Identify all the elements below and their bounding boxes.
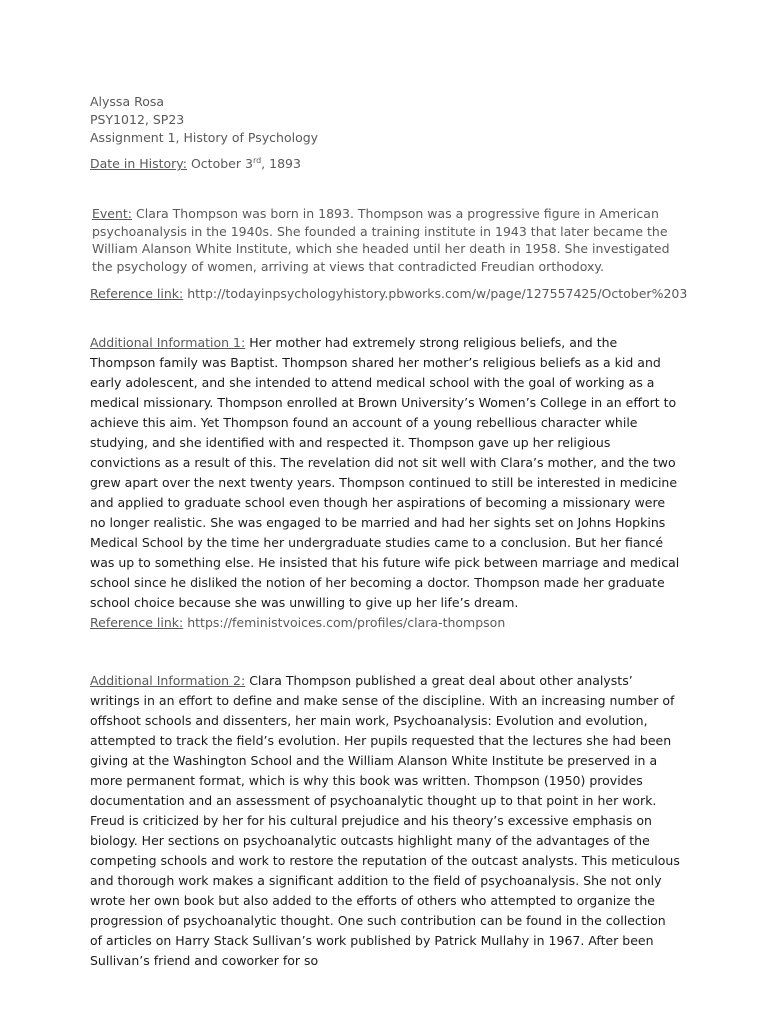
additional-info-1-text: Her mother had extremely strong religious beliefs, and the Thompson family was Baptist. Thompson shared her mother’s religious beliefs as a kid and early adolescent, and she intended to attend medical school with the goal of working as a medical missionary. Thompson enrolled at Brown University’s Women’s College in an effort to achieve this aim. Yet Thompson found an account of a young rebellious character while studying, and she identified with and respected it. Thompson gave up her religious convictions as a result of this. The revelation did not sit well with Clara’s mother, and the two grew apart over the next twenty years. Thompson continued to still be interested in medicine and applied to graduate school even though her aspirations of becoming a missionary were no longer realistic. She was engaged to be married and had her sights set on Johns Hopkins Medical School by the time her undergraduate studies came to a conclusion. But her fiancé was up to something else. He insisted that his future wife pick between marriage and medical school since he disliked the notion of her becoming a doctor. Thompson made her graduate school choice because she was unwilling to give up her life’s dream. (90, 335, 680, 610)
event-paragraph (90, 205, 680, 275)
author-name: Alyssa Rosa (90, 94, 165, 109)
additional-info-1-paragraph (90, 333, 680, 613)
assignment-title: Assignment 1, History of Psychology (90, 130, 319, 145)
reference-link-2-label: Reference link: (90, 615, 184, 630)
event-label: Event: (92, 206, 133, 221)
date-in-history-label: Date in History: (90, 156, 187, 171)
reference-link-1-url[interactable]: http://todayinpsychologyhistory.pbworks.com/w/page/127557425/October%203 (183, 286, 688, 301)
reference-link-2-url[interactable]: https://feministvoices.com/profiles/clara-thompson (183, 615, 506, 630)
additional-info-1-label: Additional Information 1: (90, 335, 246, 350)
date-in-history-suffix: rd (252, 155, 262, 165)
reference-link-1-label: Reference link: (90, 286, 184, 301)
additional-info-2-label: Additional Information 2: (90, 673, 246, 688)
reference-link-2 (90, 613, 680, 633)
additional-info-2-text: Clara Thompson published a great deal about other analysts’ writings in an effort to define and make sense of the discipline. With an increasing number of offshoot schools and dissenters, her main work, Psychoanalysis: Evolution and evolution, attempted to track the field’s evolution. Her pupils requested that the lectures she had been giving at the Washington School and the William Alanson White Institute be preserved in a more permanent format, which is why this book was written. Thompson (1950) provides documentation and an assessment of psychoanalytic thought up to that point in her work. Freud is criticized by her for his cultural prejudice and his theory’s excessive emphasis on biology. Her sections on psychoanalytic outcasts highlight many of the advantages of the competing schools and work to restore the reputation of the outcast analysts. This meticulous and thorough work makes a significant addition to the field of psychoanalysis. She not only wrote her own book but also added to the efforts of others who attempted to organize the progression of psychoanalytic thought. One such contribution can be found in the collection of articles on Harry Stack Sullivan’s work published by Patrick Mullahy in 1967. After been Sullivan’s friend and coworker for so (90, 673, 680, 968)
event-text: Clara Thompson was born in 1893. Thompson was a progressive figure in American psychoanalysis in the 1940s. She founded a training institute in 1943 that later became the William Alanson White Institute, which she headed until her death in 1958. She investigated the psychology of women, arriving at views that contradicted Freudian orthodoxy. (92, 206, 670, 274)
additional-info-2-paragraph (90, 671, 680, 971)
course-code: PSY1012, SP23 (90, 112, 185, 127)
date-in-history-day: October 3 (187, 156, 253, 171)
date-in-history-year: , 1893 (261, 156, 301, 171)
document-page (90, 93, 688, 971)
reference-link-1 (90, 285, 688, 303)
date-in-history (90, 155, 680, 173)
